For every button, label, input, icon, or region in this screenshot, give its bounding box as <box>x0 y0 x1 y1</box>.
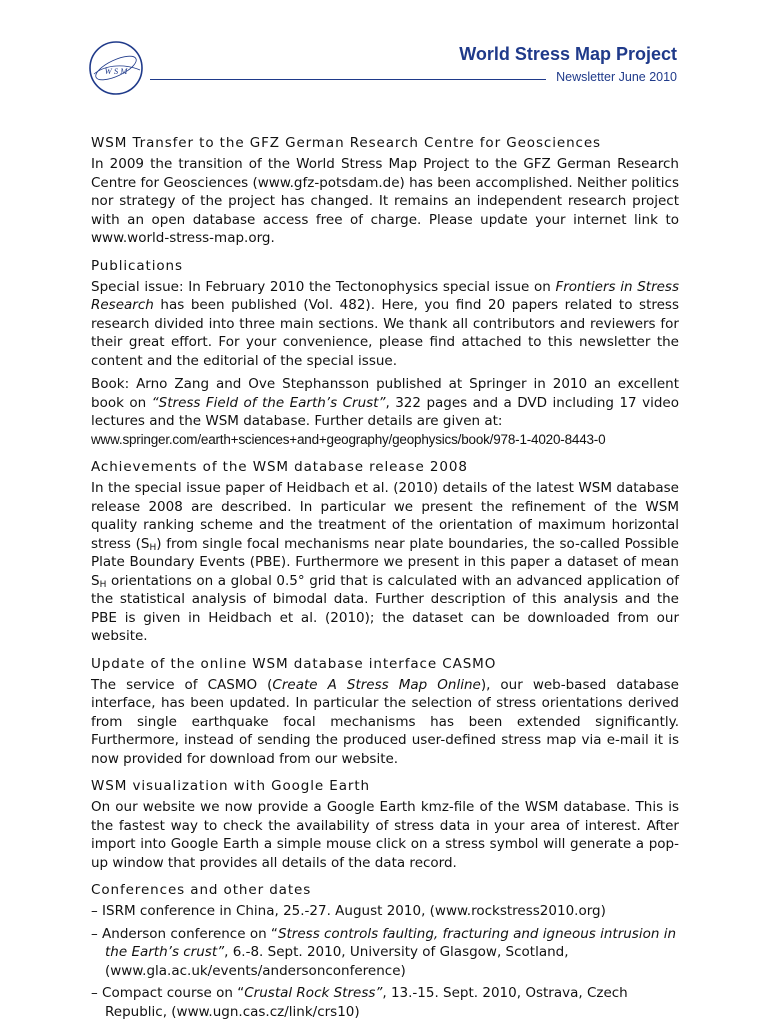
list-item <box>91 984 679 1021</box>
section-paragraph <box>91 676 679 769</box>
text-run: In February 2010 the Tectonophysics special issue on <box>188 278 556 295</box>
text-run: The service of CASMO ( <box>91 676 273 693</box>
text-run: has been published (Vol. 482). Here, you find 20 papers related to stress research divided into three main sections. We thank all contributors and reviewers for their great effort. For your convenience, please find attached to this newsletter the content and the editorial of the special issue. <box>91 297 679 369</box>
section-paragraph: In 2009 the transition of the World Stress Map Project to the GFZ German Research Centre for Geosciences (www.gfz-potsdam.de) has been accomplished. Neither politics nor strategy of the project has changed. It remains an independent research project with an open database access free of charge. Please update your internet link to www.world-stress-map.org. <box>91 156 679 246</box>
section-heading: Publications <box>91 257 183 274</box>
section-heading: Achievements of the WSM database release 2008 <box>91 459 468 475</box>
text-run: Book: Arno Zang and Ove Stephansson published at Springer in 2010 an excellent book on <box>91 376 679 411</box>
list-item <box>91 925 679 981</box>
section-heading: WSM Transfer to the GFZ German Research Centre for Geosciences <box>91 135 601 151</box>
section-google-earth <box>91 776 679 872</box>
special-issue-label: Special issue: <box>91 278 189 295</box>
header-divider <box>150 79 546 80</box>
conference-list <box>91 902 679 1021</box>
text-run: , 13.-15. Sept. 2010, Ostrava, Czech Republic, (www.ugn.cas.cz/link/crs10) <box>105 985 628 1020</box>
section-heading: WSM visualization with Google Earth <box>91 778 371 794</box>
text-run: – Compact course on “ <box>91 985 245 1001</box>
subscript: H <box>99 579 107 590</box>
page-title: World Stress Map Project <box>459 44 677 64</box>
section-publications <box>91 256 679 450</box>
list-item: – ISRM conference in China, 25.-27. August 2010, (www.rockstress2010.org) <box>91 903 606 919</box>
text-run: ), our web-based database interface, has been updated. In particular the selection of stress orientations derived from single earthquake focal mechanisms has been extended significantly. Furthermore, instead of sending the produced user-defined stress map via e-mail it is now provided for download from our website. <box>91 676 679 767</box>
special-issue-paragraph <box>91 278 679 371</box>
text-run: – Anderson conference on “ <box>91 925 278 942</box>
conference-title: Stress controls faulting, fracturing and igneous intrusion in the Earth’s crust” <box>105 925 676 960</box>
section-conferences <box>91 880 679 1021</box>
text-run: , 6.-8. Sept. 2010, University of Glasgow, Scotland, (www.gla.ac.uk/events/andersonconference) <box>105 944 569 979</box>
special-issue-title: Frontiers in Stress Research <box>91 278 679 313</box>
course-title: Crustal Rock Stress” <box>244 985 383 1001</box>
section-paragraph: On our website we now provide a Google Earth kmz-file of the WSM database. This is the fastest way to check the availability of stress data in your area of interest. After import into Google Earth a simple mouse click on a stress symbol will generate a pop-up window that provides all details of the data record. <box>91 799 679 871</box>
section-casmo <box>91 654 679 769</box>
section-heading: Conferences and other dates <box>91 882 312 898</box>
book-link[interactable]: www.springer.com/earth+sciences+and+geography/geophysics/book/978-1-4020-8443-0 <box>91 431 606 447</box>
book-title: “Stress Field of the Earth’s Crust” <box>151 394 386 411</box>
logo-text: W S M <box>104 66 128 76</box>
text-run: In the special issue paper of Heidbach et al. (2010) details of the latest WSM database release 2008 are described. In particular we present the refinement of the WSM quality ranking scheme and the treatment of the orientation of maximum horizontal stress (S <box>91 480 679 552</box>
text-run: , 322 pages and a DVD including 17 video lectures and the WSM database. Further details are given at: <box>91 394 679 429</box>
text-run: orientations on a global 0.5° grid that is calculated with an advanced application of the statistical analysis of bimodal data. Further description of this analysis and the PBE is given in Heidbach et al. (2010); the dataset can be downloaded from our website. <box>91 572 679 644</box>
wsm-logo <box>88 40 144 96</box>
section-database-release <box>91 457 679 646</box>
newsletter-body <box>91 133 679 1029</box>
text-run: ) from single focal mechanisms near plate boundaries, the so-called Possible Plate Boundary Events (PBE). Furthermore we present in this paper a dataset of mean S <box>91 535 679 589</box>
section-gfz-transfer <box>91 133 679 248</box>
newsletter-date: Newsletter June 2010 <box>556 70 677 84</box>
section-heading: Update of the online WSM database interface CASMO <box>91 655 497 672</box>
book-paragraph <box>91 375 679 449</box>
casmo-expansion: Create A Stress Map Online <box>272 676 481 693</box>
subscript: H <box>149 542 157 553</box>
section-paragraph <box>91 479 679 646</box>
